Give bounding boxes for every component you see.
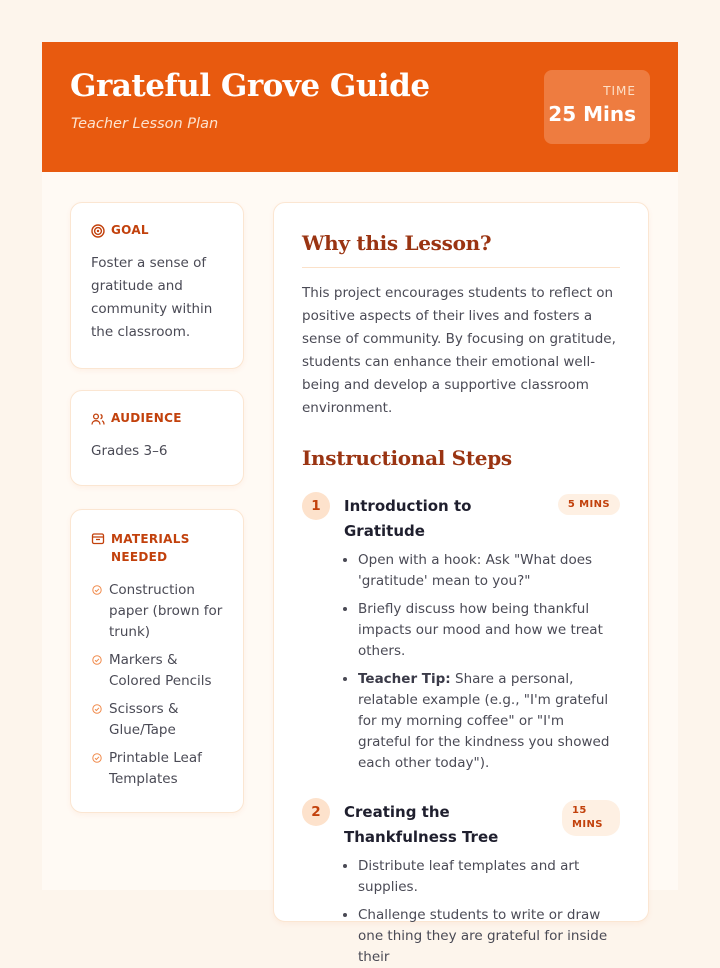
- time-box: [544, 70, 650, 144]
- main-content-card: [273, 202, 649, 965]
- audience-header: [91, 411, 223, 426]
- material-text: Printable Leaf Templates: [109, 750, 202, 787]
- duration-badge: 15 MINS: [562, 800, 620, 836]
- list-item: • Distribute leaf templates and art supplies.: [358, 856, 620, 898]
- tip-label: Teacher Tip:: [358, 671, 451, 687]
- why-text: This project encourages students to reflect on positive aspects of their lives and fosters a sense of community. By focusing on gratitude, students can enhance their emotional well-being and develop a supportive classroom environment.: [302, 285, 616, 416]
- goal-card: [70, 202, 244, 369]
- material-text: Scissors & Glue/Tape: [109, 701, 179, 738]
- materials-list: [91, 580, 223, 790]
- step-title: Introduction to Gratitude: [344, 497, 472, 540]
- audience-card: [70, 390, 244, 486]
- header-banner: [42, 42, 678, 172]
- divider: [302, 267, 620, 268]
- steps-heading: Instructional Steps: [302, 446, 512, 470]
- materials-card: [70, 509, 244, 813]
- step-bullets: [358, 550, 620, 774]
- check-circle-icon: [91, 704, 103, 714]
- list-item: • Challenge students to write or draw one thing they are grateful for inside their: [358, 905, 620, 968]
- check-circle-icon: [91, 585, 103, 595]
- list-item: [91, 748, 223, 790]
- why-heading: Why this Lesson?: [302, 231, 492, 255]
- step-number: 1: [302, 492, 330, 520]
- goal-text: Foster a sense of gratitude and community within the classroom.: [91, 255, 213, 340]
- list-item: [91, 650, 223, 692]
- step-title: Creating the Thankfulness Tree: [344, 803, 499, 846]
- lesson-plan-page: [42, 42, 678, 965]
- page-subtitle: Teacher Lesson Plan: [71, 116, 219, 132]
- goal-label: GOAL: [111, 223, 149, 237]
- step-number: 2: [302, 798, 330, 826]
- target-icon: [91, 224, 105, 238]
- duration-badge: 5 MINS: [558, 494, 620, 515]
- check-circle-icon: [91, 753, 103, 763]
- bag-icon: [91, 531, 105, 545]
- audience-label: AUDIENCE: [111, 411, 182, 425]
- check-circle-icon: [91, 655, 103, 665]
- users-icon: [91, 412, 105, 426]
- list-item: [91, 699, 223, 741]
- material-text: Construction paper (brown for trunk): [109, 582, 223, 640]
- tip-text: Share a personal, relatable example (e.g., "I'm grateful for my morning coffee" or "I'm grateful for the kindness you showed each other today").: [358, 671, 610, 771]
- goal-header: [91, 223, 223, 238]
- list-item: [91, 580, 223, 643]
- materials-label: MATERIALS NEEDED: [111, 532, 190, 564]
- material-text: Markers & Colored Pencils: [109, 652, 212, 689]
- time-label: TIME: [603, 84, 636, 98]
- list-item: • Open with a hook: Ask "What does 'gratitude' mean to you?": [358, 550, 620, 592]
- materials-header: [91, 530, 223, 566]
- time-value: 25 Mins: [548, 102, 636, 126]
- step-2: [302, 798, 620, 968]
- page-title: Grateful Grove Guide: [70, 68, 430, 104]
- step-1: [302, 492, 620, 774]
- list-item: • Briefly discuss how being thankful impacts our mood and how we treat others.: [358, 599, 620, 662]
- audience-text: Grades 3–6: [91, 443, 168, 459]
- step-bullets: [358, 856, 620, 968]
- teacher-tip: [358, 669, 620, 774]
